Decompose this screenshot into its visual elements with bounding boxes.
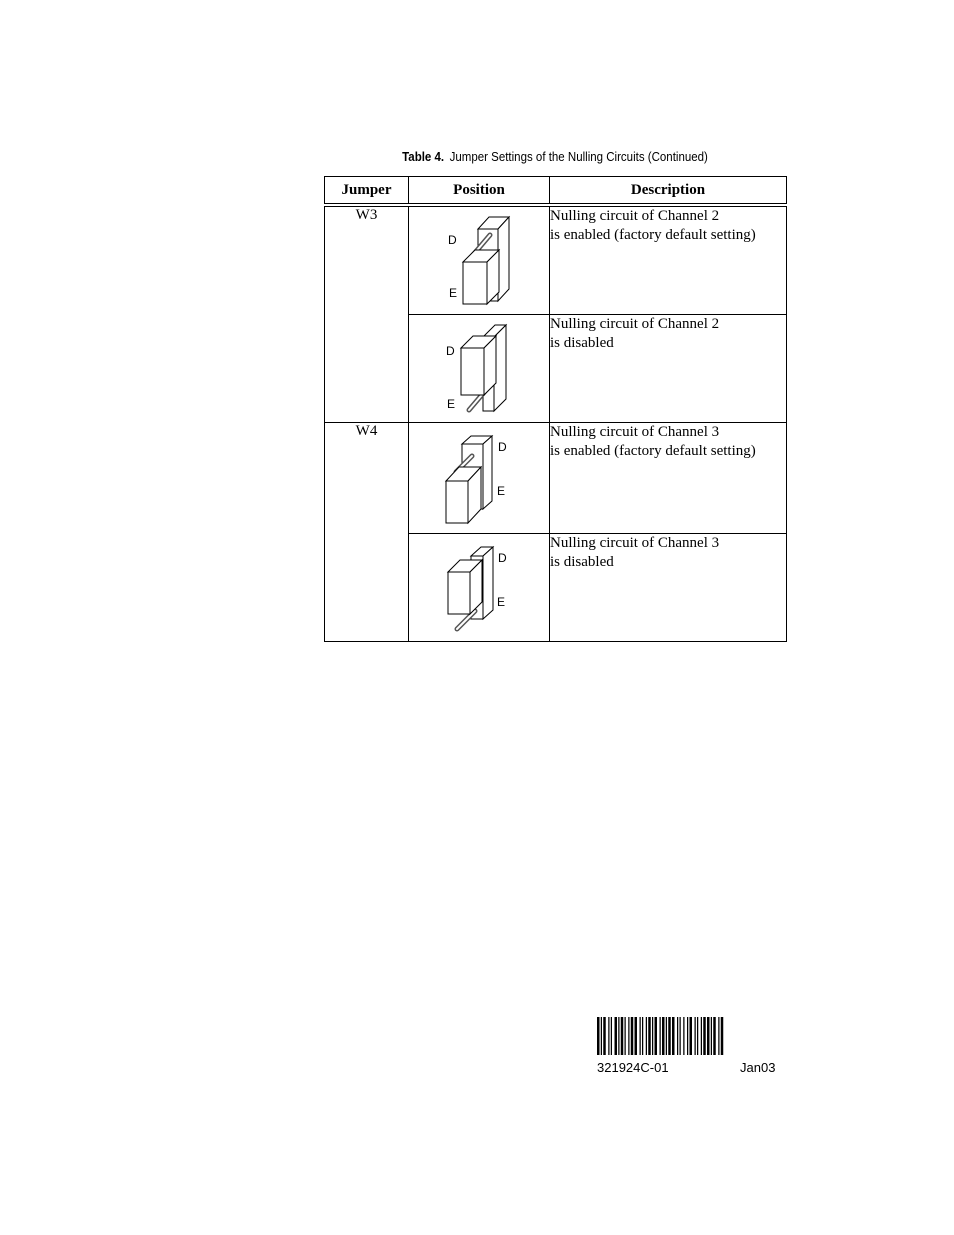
header-position: Position [409,177,550,206]
jumper-w3-disabled-diagram [409,315,550,422]
table-row [325,205,787,315]
part-number: 321924C-01 [597,1060,669,1075]
pin-label-e: E [447,397,456,411]
description-line-1: Nulling circuit of Channel 2 [550,208,720,224]
document-date: Jan03 [740,1060,776,1075]
description-cell [550,423,787,534]
description-line-1: Nulling circuit of Channel 3 [550,424,720,440]
pin-label-e: E [497,595,506,609]
position-cell [409,423,550,534]
table-caption [342,150,767,164]
jumper-w4-disabled-diagram [409,534,550,641]
position-cell [409,534,550,642]
description-line-2: is enabled (factory default setting) [550,227,756,243]
jumper-cell-w3: W3 [325,205,409,423]
pin-label-d: D [498,440,507,454]
pin-label-e: E [497,484,506,498]
description-cell [550,315,787,423]
description-cell [550,534,787,642]
table-caption-text: Jumper Settings of the Nulling Circuits (Continued) [449,150,708,164]
header-jumper: Jumper [325,177,409,206]
position-cell [409,205,550,315]
jumper-cell-w4: W4 [325,423,409,642]
position-cell [409,315,550,423]
jumper-settings-table [324,176,787,642]
table-caption-label: Table 4. [402,150,445,164]
table-header-row [325,177,787,206]
header-description: Description [550,177,787,206]
jumper-w3-enabled-diagram [409,207,550,314]
pin-label-d: D [446,344,455,358]
table-row [325,423,787,534]
jumper-w4-enabled-diagram [409,423,550,533]
pin-label-d: D [448,233,457,247]
description-line-2: is disabled [550,335,614,351]
pin-label-e: E [449,286,458,300]
description-line-2: is enabled (factory default setting) [550,443,756,459]
description-line-1: Nulling circuit of Channel 2 [550,316,720,332]
pin-label-d: D [498,551,507,565]
description-line-1: Nulling circuit of Channel 3 [550,535,720,551]
description-line-2: is disabled [550,554,614,570]
description-cell [550,205,787,315]
barcode [597,1017,777,1055]
